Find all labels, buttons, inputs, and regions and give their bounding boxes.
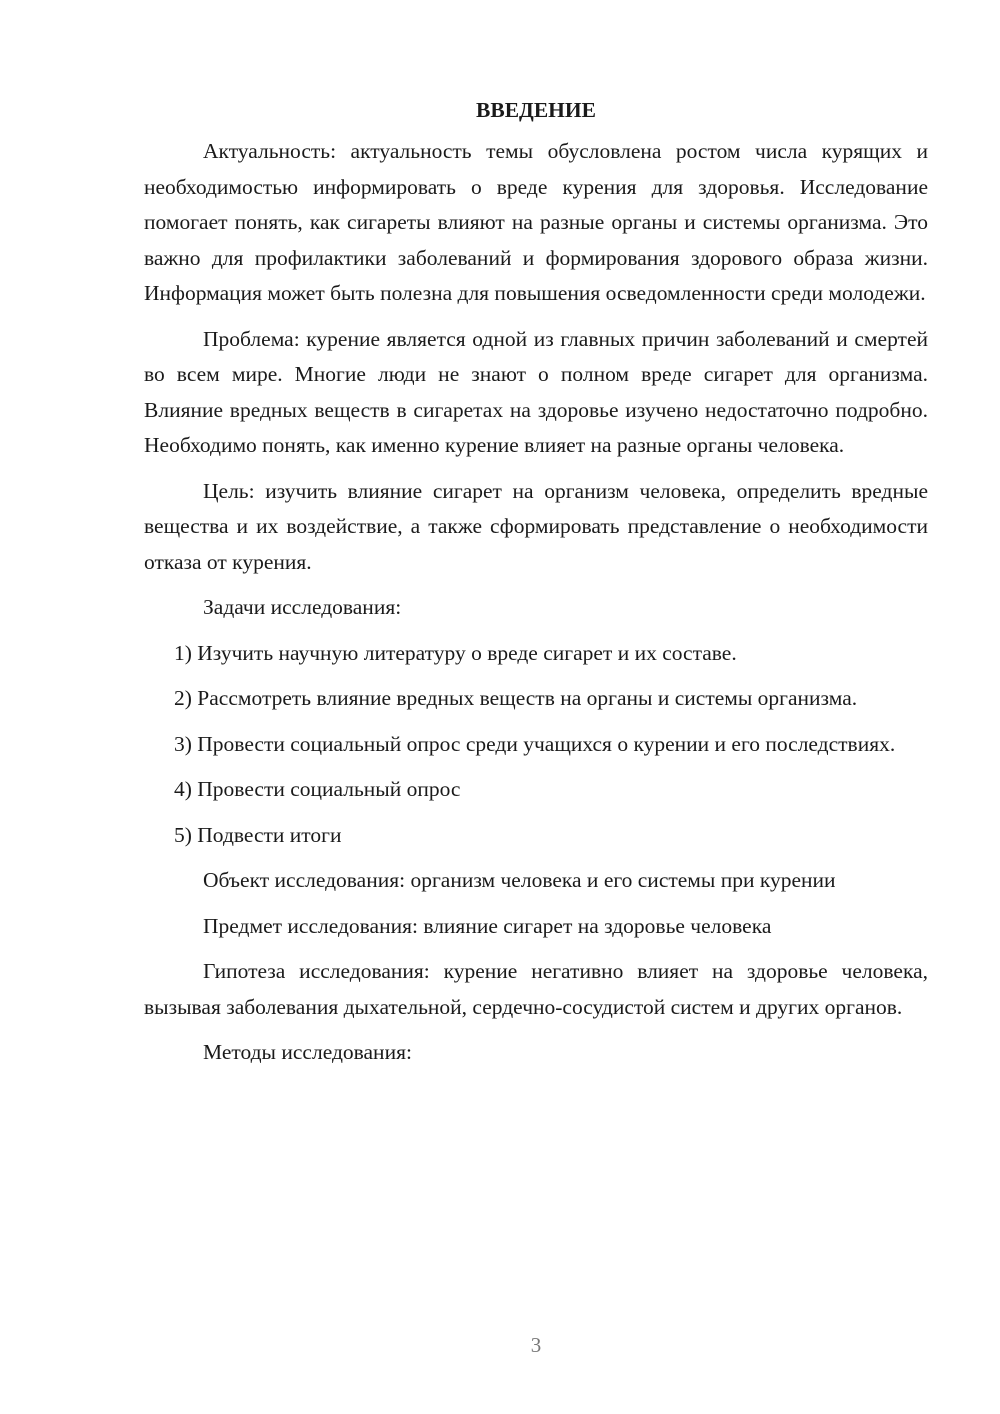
relevance-paragraph: Актуальность: актуальность темы обусловлена ростом числа курящих и необходимостью информировать о вреде курения для здоровья. Исследование помогает понять, как сигареты влияют на разные органы и системы организма. Это важно для профилактики заболеваний и формирования здорового образа жизни. Информация может быть полезна для повышения осведомленности среди молодежи. bbox=[144, 139, 928, 305]
hypothesis-paragraph: Гипотеза исследования: курение негативно влияет на здоровье человека, вызывая заболевания дыхательной, сердечно-сосудистой систем и других органов. bbox=[144, 959, 928, 1019]
page-number: 3 bbox=[530, 1333, 542, 1357]
task-item: 4) Провести социальный опрос bbox=[174, 777, 461, 801]
object-paragraph: Объект исследования: организм человека и его системы при курении bbox=[203, 868, 836, 892]
problem-paragraph: Проблема: курение является одной из главных причин заболеваний и смертей во всем мире. Многие люди не знают о полном вреде сигарет для организма. Влияние вредных веществ в сигаретах на здоровье изучено недостаточно подробно. Необходимо понять, как именно курение влияет на разные органы человека. bbox=[144, 326, 928, 457]
subject-paragraph: Предмет исследования: влияние сигарет на здоровье человека bbox=[203, 913, 772, 938]
task-item: 1) Изучить научную литературу о вреде сигарет и их составе. bbox=[174, 640, 737, 665]
document-page bbox=[144, 90, 928, 1081]
methods-title: Методы исследования: bbox=[203, 1040, 412, 1064]
task-item: 2) Рассмотреть влияние вредных веществ на органы и системы организма. bbox=[174, 686, 858, 710]
goal-paragraph: Цель: изучить влияние сигарет на организм человека, определить вредные вещества и их воздействие, а также сформировать представление о необходимости отказа от курения. bbox=[144, 478, 928, 574]
tasks-title: Задачи исследования: bbox=[203, 595, 402, 619]
task-item: 5) Подвести итоги bbox=[174, 822, 342, 847]
section-heading: ВВЕДЕНИЕ bbox=[476, 98, 596, 122]
task-item: 3) Провести социальный опрос среди учащихся о курении и его последствиях. bbox=[174, 731, 896, 756]
